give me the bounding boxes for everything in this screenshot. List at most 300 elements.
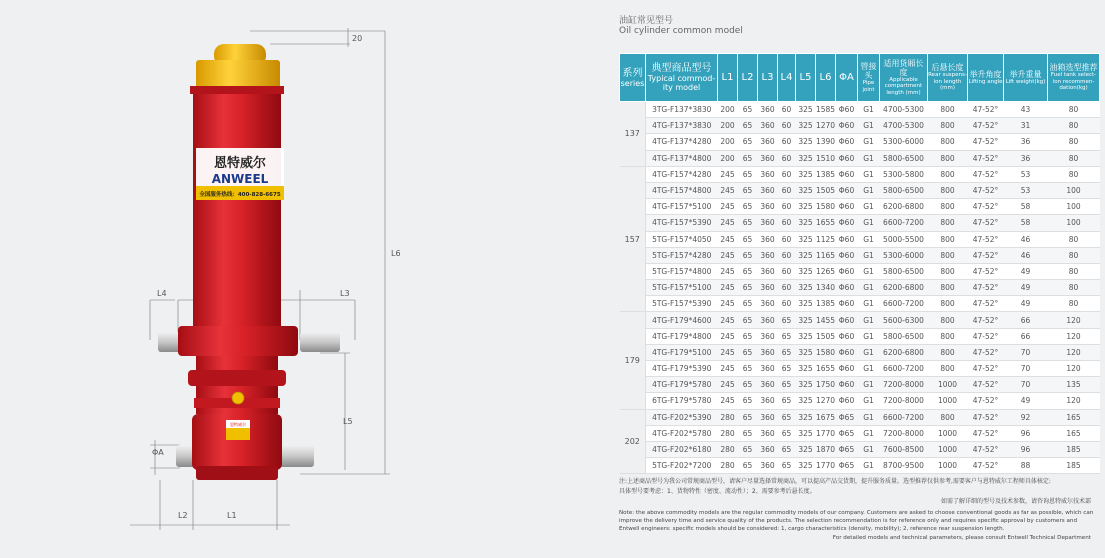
table-cell: 100: [1048, 182, 1100, 198]
table-cell: 60: [778, 247, 796, 263]
table-cell: 280: [718, 458, 738, 474]
series-cell: 137: [620, 102, 646, 167]
table-cell: 46: [1004, 247, 1048, 263]
table-row: [620, 134, 1100, 150]
table-cell: 5TG-F157*4050: [646, 231, 718, 247]
table-cell: 47-52°: [968, 199, 1004, 215]
table-cell: 325: [796, 409, 816, 425]
table-row: [620, 247, 1100, 263]
table-cell: 6200-6800: [880, 344, 928, 360]
table-cell: 1390: [816, 134, 836, 150]
th-angle: 举升角度 Lifting angle: [968, 54, 1004, 102]
table-body: [620, 102, 1100, 474]
table-row: [620, 150, 1100, 166]
table-cell: 5800-6500: [880, 263, 928, 279]
table-row: [620, 458, 1100, 474]
table-cell: 360: [758, 425, 778, 441]
table-cell: Φ60: [836, 134, 858, 150]
table-header-row: [620, 54, 1100, 102]
table-cell: 800: [928, 312, 968, 328]
table-cell: 800: [928, 263, 968, 279]
table-cell: 325: [796, 231, 816, 247]
table-cell: 325: [796, 134, 816, 150]
table-cell: 49: [1004, 263, 1048, 279]
table-row: [620, 312, 1100, 328]
table-cell: 65: [738, 102, 758, 118]
table-cell: 60: [778, 150, 796, 166]
table-cell: 360: [758, 361, 778, 377]
tech-contact-cn: 如需了解详细的型号及技术参数，请咨询恩特威尔技术部: [940, 498, 1091, 505]
table-cell: 60: [778, 166, 796, 182]
table-cell: 135: [1048, 377, 1100, 393]
table-cell: 96: [1004, 441, 1048, 457]
table-cell: 65: [738, 344, 758, 360]
table-cell: 325: [796, 166, 816, 182]
table-cell: 7200-8000: [880, 425, 928, 441]
table-cell: 70: [1004, 344, 1048, 360]
table-cell: 185: [1048, 441, 1100, 457]
table-cell: 245: [718, 344, 738, 360]
table-cell: G1: [858, 458, 880, 474]
table-cell: 1270: [816, 393, 836, 409]
table-cell: Φ60: [836, 118, 858, 134]
table-cell: 47-52°: [968, 166, 1004, 182]
table-cell: 360: [758, 409, 778, 425]
table-cell: 800: [928, 102, 968, 118]
table-cell: 31: [1004, 118, 1048, 134]
table-cell: 7200-8000: [880, 377, 928, 393]
table-cell: 360: [758, 182, 778, 198]
th-L2: L2: [738, 54, 758, 102]
table-cell: 360: [758, 150, 778, 166]
table-cell: 1505: [816, 182, 836, 198]
table-cell: 4TG-F179*5780: [646, 377, 718, 393]
dim-phiA: ΦA: [152, 448, 164, 457]
table-row: [620, 425, 1100, 441]
table-cell: 800: [928, 199, 968, 215]
table-cell: 5TG-F157*5100: [646, 280, 718, 296]
table-cell: 65: [778, 344, 796, 360]
table-cell: 1385: [816, 296, 836, 312]
dim-20: 20: [352, 34, 363, 43]
table-cell: 60: [778, 118, 796, 134]
th-L1: L1: [718, 54, 738, 102]
table-cell: 47-52°: [968, 280, 1004, 296]
table-cell: 245: [718, 231, 738, 247]
tech-contact-en: For detailed models and technical parameters, please consult Entwell Technical Department: [832, 535, 1091, 541]
table-cell: 47-52°: [968, 215, 1004, 231]
table-cell: 65: [778, 312, 796, 328]
table-cell: 47-52°: [968, 263, 1004, 279]
model-table: [619, 53, 1100, 474]
table-cell: 325: [796, 328, 816, 344]
table-cell: 325: [796, 215, 816, 231]
table-cell: 65: [778, 425, 796, 441]
table-cell: 245: [718, 199, 738, 215]
table-cell: Φ60: [836, 215, 858, 231]
table-cell: 360: [758, 134, 778, 150]
table-cell: Φ65: [836, 425, 858, 441]
table-cell: 360: [758, 199, 778, 215]
table-cell: Φ60: [836, 361, 858, 377]
table-cell: G1: [858, 215, 880, 231]
table-cell: 65: [738, 215, 758, 231]
table-cell: 66: [1004, 312, 1048, 328]
table-cell: 53: [1004, 182, 1048, 198]
table-cell: 88: [1004, 458, 1048, 474]
plate-cn: 恩特威尔: [230, 422, 246, 427]
table-cell: 360: [758, 166, 778, 182]
table-cell: 4TG-F179*4800: [646, 328, 718, 344]
table-cell: 65: [738, 134, 758, 150]
hotline: 全国服务热线：400-828-6675: [199, 192, 281, 198]
table-cell: 4TG-F179*5390: [646, 361, 718, 377]
th-pipe: 管接头 Pipe joint: [858, 54, 880, 102]
table-cell: 80: [1048, 280, 1100, 296]
dim-L2: L2: [178, 511, 188, 520]
table-cell: 325: [796, 263, 816, 279]
series-cell: 179: [620, 312, 646, 409]
table-cell: 36: [1004, 150, 1048, 166]
table-cell: 4TG-F157*4280: [646, 166, 718, 182]
table-cell: 325: [796, 118, 816, 134]
table-cell: 360: [758, 441, 778, 457]
table-cell: 65: [738, 312, 758, 328]
table-cell: 245: [718, 296, 738, 312]
table-cell: 245: [718, 328, 738, 344]
table-cell: 47-52°: [968, 134, 1004, 150]
table-cell: 800: [928, 150, 968, 166]
table-cell: 4TG-F157*5390: [646, 215, 718, 231]
table-cell: 245: [718, 312, 738, 328]
table-cell: Φ60: [836, 182, 858, 198]
table-cell: G1: [858, 296, 880, 312]
table-cell: 800: [928, 296, 968, 312]
table-cell: 360: [758, 280, 778, 296]
table-cell: G1: [858, 166, 880, 182]
table-row: [620, 377, 1100, 393]
table-cell: 1655: [816, 361, 836, 377]
table-cell: 100: [1048, 215, 1100, 231]
table-row: [620, 102, 1100, 118]
table-cell: 92: [1004, 409, 1048, 425]
th-phiA: ΦA: [836, 54, 858, 102]
table-row: [620, 199, 1100, 215]
table-cell: 58: [1004, 199, 1048, 215]
table-cell: G1: [858, 344, 880, 360]
table-cell: 6600-7200: [880, 296, 928, 312]
table-cell: 325: [796, 280, 816, 296]
table-cell: 1000: [928, 393, 968, 409]
table-cell: 47-52°: [968, 102, 1004, 118]
table-cell: Φ60: [836, 393, 858, 409]
table-cell: 4TG-F157*4800: [646, 182, 718, 198]
table-cell: 49: [1004, 393, 1048, 409]
table-cell: 1770: [816, 458, 836, 474]
table-cell: 4TG-F137*3830: [646, 118, 718, 134]
table-cell: 65: [778, 328, 796, 344]
table-cell: 800: [928, 328, 968, 344]
table-cell: 800: [928, 166, 968, 182]
th-tank: 油箱选型推荐 Fuel tank select-ion recommen-dation(kg): [1048, 54, 1100, 102]
table-cell: 360: [758, 344, 778, 360]
table-cell: 800: [928, 231, 968, 247]
table-row: [620, 280, 1100, 296]
table-cell: 325: [796, 150, 816, 166]
table-cell: 65: [778, 409, 796, 425]
table-cell: 36: [1004, 134, 1048, 150]
table-cell: G1: [858, 377, 880, 393]
heading-cn: 油缸常见型号: [619, 16, 674, 26]
table-cell: 60: [778, 182, 796, 198]
table-cell: 280: [718, 441, 738, 457]
table-cell: 65: [738, 247, 758, 263]
table-cell: 6600-7200: [880, 215, 928, 231]
table-cell: 5TG-F202*7200: [646, 458, 718, 474]
table-cell: G1: [858, 312, 880, 328]
table-cell: 6TG-F179*5780: [646, 393, 718, 409]
table-cell: 120: [1048, 361, 1100, 377]
table-cell: 245: [718, 393, 738, 409]
table-cell: 47-52°: [968, 150, 1004, 166]
note-en: Note: the above commodity models are the regular commodity models of our company. Customers are asked to choose conventional goods as far as possible, which can improve the delivery time and service quality of the products. The selection recommendation is for reference only and requires specific approval by customers and Entwell engineers: specific models should be considered: 1, cargo characteristics (density, mobility); 2, reference rear suspension length.: [619, 510, 1094, 532]
table-cell: Φ60: [836, 280, 858, 296]
table-cell: 47-52°: [968, 312, 1004, 328]
table-cell: 47-52°: [968, 425, 1004, 441]
table-cell: 325: [796, 441, 816, 457]
table-cell: 800: [928, 134, 968, 150]
table-cell: 325: [796, 458, 816, 474]
table-cell: 47-52°: [968, 328, 1004, 344]
table-row: [620, 166, 1100, 182]
table-row: [620, 409, 1100, 425]
table-cell: G1: [858, 102, 880, 118]
table-cell: 1580: [816, 344, 836, 360]
table-cell: 1655: [816, 215, 836, 231]
table-cell: 5800-6500: [880, 328, 928, 344]
table-cell: 325: [796, 247, 816, 263]
table-cell: 360: [758, 247, 778, 263]
table-cell: 5TG-F157*5390: [646, 296, 718, 312]
table-cell: 800: [928, 344, 968, 360]
table-cell: 245: [718, 166, 738, 182]
table-cell: 47-52°: [968, 409, 1004, 425]
table-cell: Φ60: [836, 312, 858, 328]
table-cell: 165: [1048, 409, 1100, 425]
th-rear: 后悬长度 Rear suspens-ion length (mm): [928, 54, 968, 102]
table-cell: 46: [1004, 231, 1048, 247]
table-cell: G1: [858, 118, 880, 134]
table-cell: 1270: [816, 118, 836, 134]
table-cell: 80: [1048, 263, 1100, 279]
table-cell: 165: [1048, 425, 1100, 441]
table-cell: 65: [738, 409, 758, 425]
table-cell: 325: [796, 102, 816, 118]
table-cell: G1: [858, 328, 880, 344]
table-cell: 185: [1048, 458, 1100, 474]
table-row: [620, 344, 1100, 360]
table-cell: 5800-6500: [880, 182, 928, 198]
table-cell: 7600-8500: [880, 441, 928, 457]
table-cell: 53: [1004, 166, 1048, 182]
table-cell: 96: [1004, 425, 1048, 441]
table-cell: G1: [858, 425, 880, 441]
table-cell: Φ60: [836, 344, 858, 360]
table-cell: 65: [778, 441, 796, 457]
dim-L4: L4: [157, 289, 167, 298]
table-cell: 65: [738, 425, 758, 441]
table-cell: 325: [796, 425, 816, 441]
table-cell: 80: [1048, 118, 1100, 134]
table-cell: 70: [1004, 377, 1048, 393]
table-cell: 325: [796, 296, 816, 312]
table-cell: 800: [928, 118, 968, 134]
th-L6: L6: [816, 54, 836, 102]
table-cell: 1580: [816, 199, 836, 215]
table-cell: 47-52°: [968, 441, 1004, 457]
table-cell: 245: [718, 263, 738, 279]
table-cell: 360: [758, 377, 778, 393]
table-cell: Φ65: [836, 441, 858, 457]
table-cell: 65: [738, 118, 758, 134]
table-cell: 1385: [816, 166, 836, 182]
table-cell: 1455: [816, 312, 836, 328]
dim-L5: L5: [343, 417, 353, 426]
table-cell: 60: [778, 199, 796, 215]
table-cell: 60: [778, 231, 796, 247]
table-cell: 245: [718, 280, 738, 296]
table-cell: 4TG-F157*5100: [646, 199, 718, 215]
table-cell: 360: [758, 215, 778, 231]
table-cell: 65: [778, 361, 796, 377]
table-cell: 60: [778, 134, 796, 150]
table-row: [620, 118, 1100, 134]
table-cell: 6600-7200: [880, 409, 928, 425]
table-cell: Φ65: [836, 458, 858, 474]
table-cell: 65: [738, 441, 758, 457]
logo-cn: 恩特威尔: [213, 156, 267, 171]
table-cell: 5300-6000: [880, 134, 928, 150]
table-cell: 65: [778, 377, 796, 393]
table-cell: 3TG-F137*3830: [646, 102, 718, 118]
dim-L6: L6: [391, 249, 401, 258]
table-cell: 65: [738, 199, 758, 215]
table-cell: 1125: [816, 231, 836, 247]
table-cell: 5600-6300: [880, 312, 928, 328]
th-L4: L4: [778, 54, 796, 102]
table-cell: 4700-5300: [880, 118, 928, 134]
table-cell: 6200-6800: [880, 199, 928, 215]
table-cell: 47-52°: [968, 344, 1004, 360]
table-cell: G1: [858, 441, 880, 457]
table-cell: 1770: [816, 425, 836, 441]
table-cell: 1000: [928, 441, 968, 457]
table-cell: 120: [1048, 344, 1100, 360]
table-cell: 120: [1048, 393, 1100, 409]
table-cell: 80: [1048, 296, 1100, 312]
th-series: 系列 series: [620, 54, 646, 102]
table-row: [620, 263, 1100, 279]
table-row: [620, 231, 1100, 247]
table-cell: 245: [718, 215, 738, 231]
table-cell: G1: [858, 231, 880, 247]
table-cell: 200: [718, 134, 738, 150]
table-cell: Φ65: [836, 409, 858, 425]
table-cell: G1: [858, 150, 880, 166]
table-cell: 5300-6000: [880, 247, 928, 263]
note-cn-line1: 注:上述商品型号为我公司常规商品型号，请客户尽量选择常规商品，可以提高产品交货期，提升服务质量。选型推荐仅供参考,需要客户与恩特威尔工程师具体核定:: [619, 478, 1051, 485]
table-cell: 800: [928, 215, 968, 231]
table-cell: 65: [738, 280, 758, 296]
table-cell: 4TG-F179*5100: [646, 344, 718, 360]
table-cell: 245: [718, 361, 738, 377]
table-cell: 80: [1048, 231, 1100, 247]
table-cell: G1: [858, 409, 880, 425]
table-cell: 65: [738, 150, 758, 166]
th-weight: 举升重量 Lift weight(kg): [1004, 54, 1048, 102]
table-cell: 65: [738, 458, 758, 474]
table-cell: 5300-5800: [880, 166, 928, 182]
table-cell: 360: [758, 102, 778, 118]
table-cell: G1: [858, 199, 880, 215]
table-cell: 1675: [816, 409, 836, 425]
table-cell: Φ60: [836, 199, 858, 215]
table-cell: 47-52°: [968, 247, 1004, 263]
table-cell: 65: [738, 377, 758, 393]
table-row: [620, 393, 1100, 409]
table-cell: 65: [738, 263, 758, 279]
table-cell: 325: [796, 377, 816, 393]
table-cell: 325: [796, 182, 816, 198]
dim-L1: L1: [227, 511, 237, 520]
table-cell: 4TG-F202*6180: [646, 441, 718, 457]
table-cell: G1: [858, 182, 880, 198]
table-cell: Φ60: [836, 296, 858, 312]
table-row: [620, 296, 1100, 312]
table-cell: 47-52°: [968, 182, 1004, 198]
heading-en: Oil cylinder common model: [619, 26, 743, 36]
table-cell: 65: [738, 296, 758, 312]
table-cell: 1510: [816, 150, 836, 166]
table-cell: 360: [758, 118, 778, 134]
table-cell: 4TG-F202*5780: [646, 425, 718, 441]
table-cell: 8700-9500: [880, 458, 928, 474]
table-cell: G1: [858, 361, 880, 377]
table-cell: 360: [758, 231, 778, 247]
table-cell: 360: [758, 393, 778, 409]
table-cell: 1870: [816, 441, 836, 457]
table-cell: 5800-6500: [880, 150, 928, 166]
table-cell: 80: [1048, 247, 1100, 263]
table-cell: G1: [858, 393, 880, 409]
table-cell: 325: [796, 199, 816, 215]
table-cell: 65: [738, 328, 758, 344]
table-cell: 80: [1048, 150, 1100, 166]
table-cell: 1165: [816, 247, 836, 263]
table-cell: Φ60: [836, 377, 858, 393]
table-cell: 1000: [928, 425, 968, 441]
table-cell: Φ60: [836, 166, 858, 182]
table-cell: 47-52°: [968, 296, 1004, 312]
table-cell: 60: [778, 102, 796, 118]
table-cell: 4700-5300: [880, 102, 928, 118]
table-cell: 5TG-F157*4800: [646, 263, 718, 279]
table-cell: 1750: [816, 377, 836, 393]
table-cell: 4TG-F179*4600: [646, 312, 718, 328]
table-cell: 80: [1048, 102, 1100, 118]
table-cell: Φ60: [836, 247, 858, 263]
table-cell: 360: [758, 263, 778, 279]
